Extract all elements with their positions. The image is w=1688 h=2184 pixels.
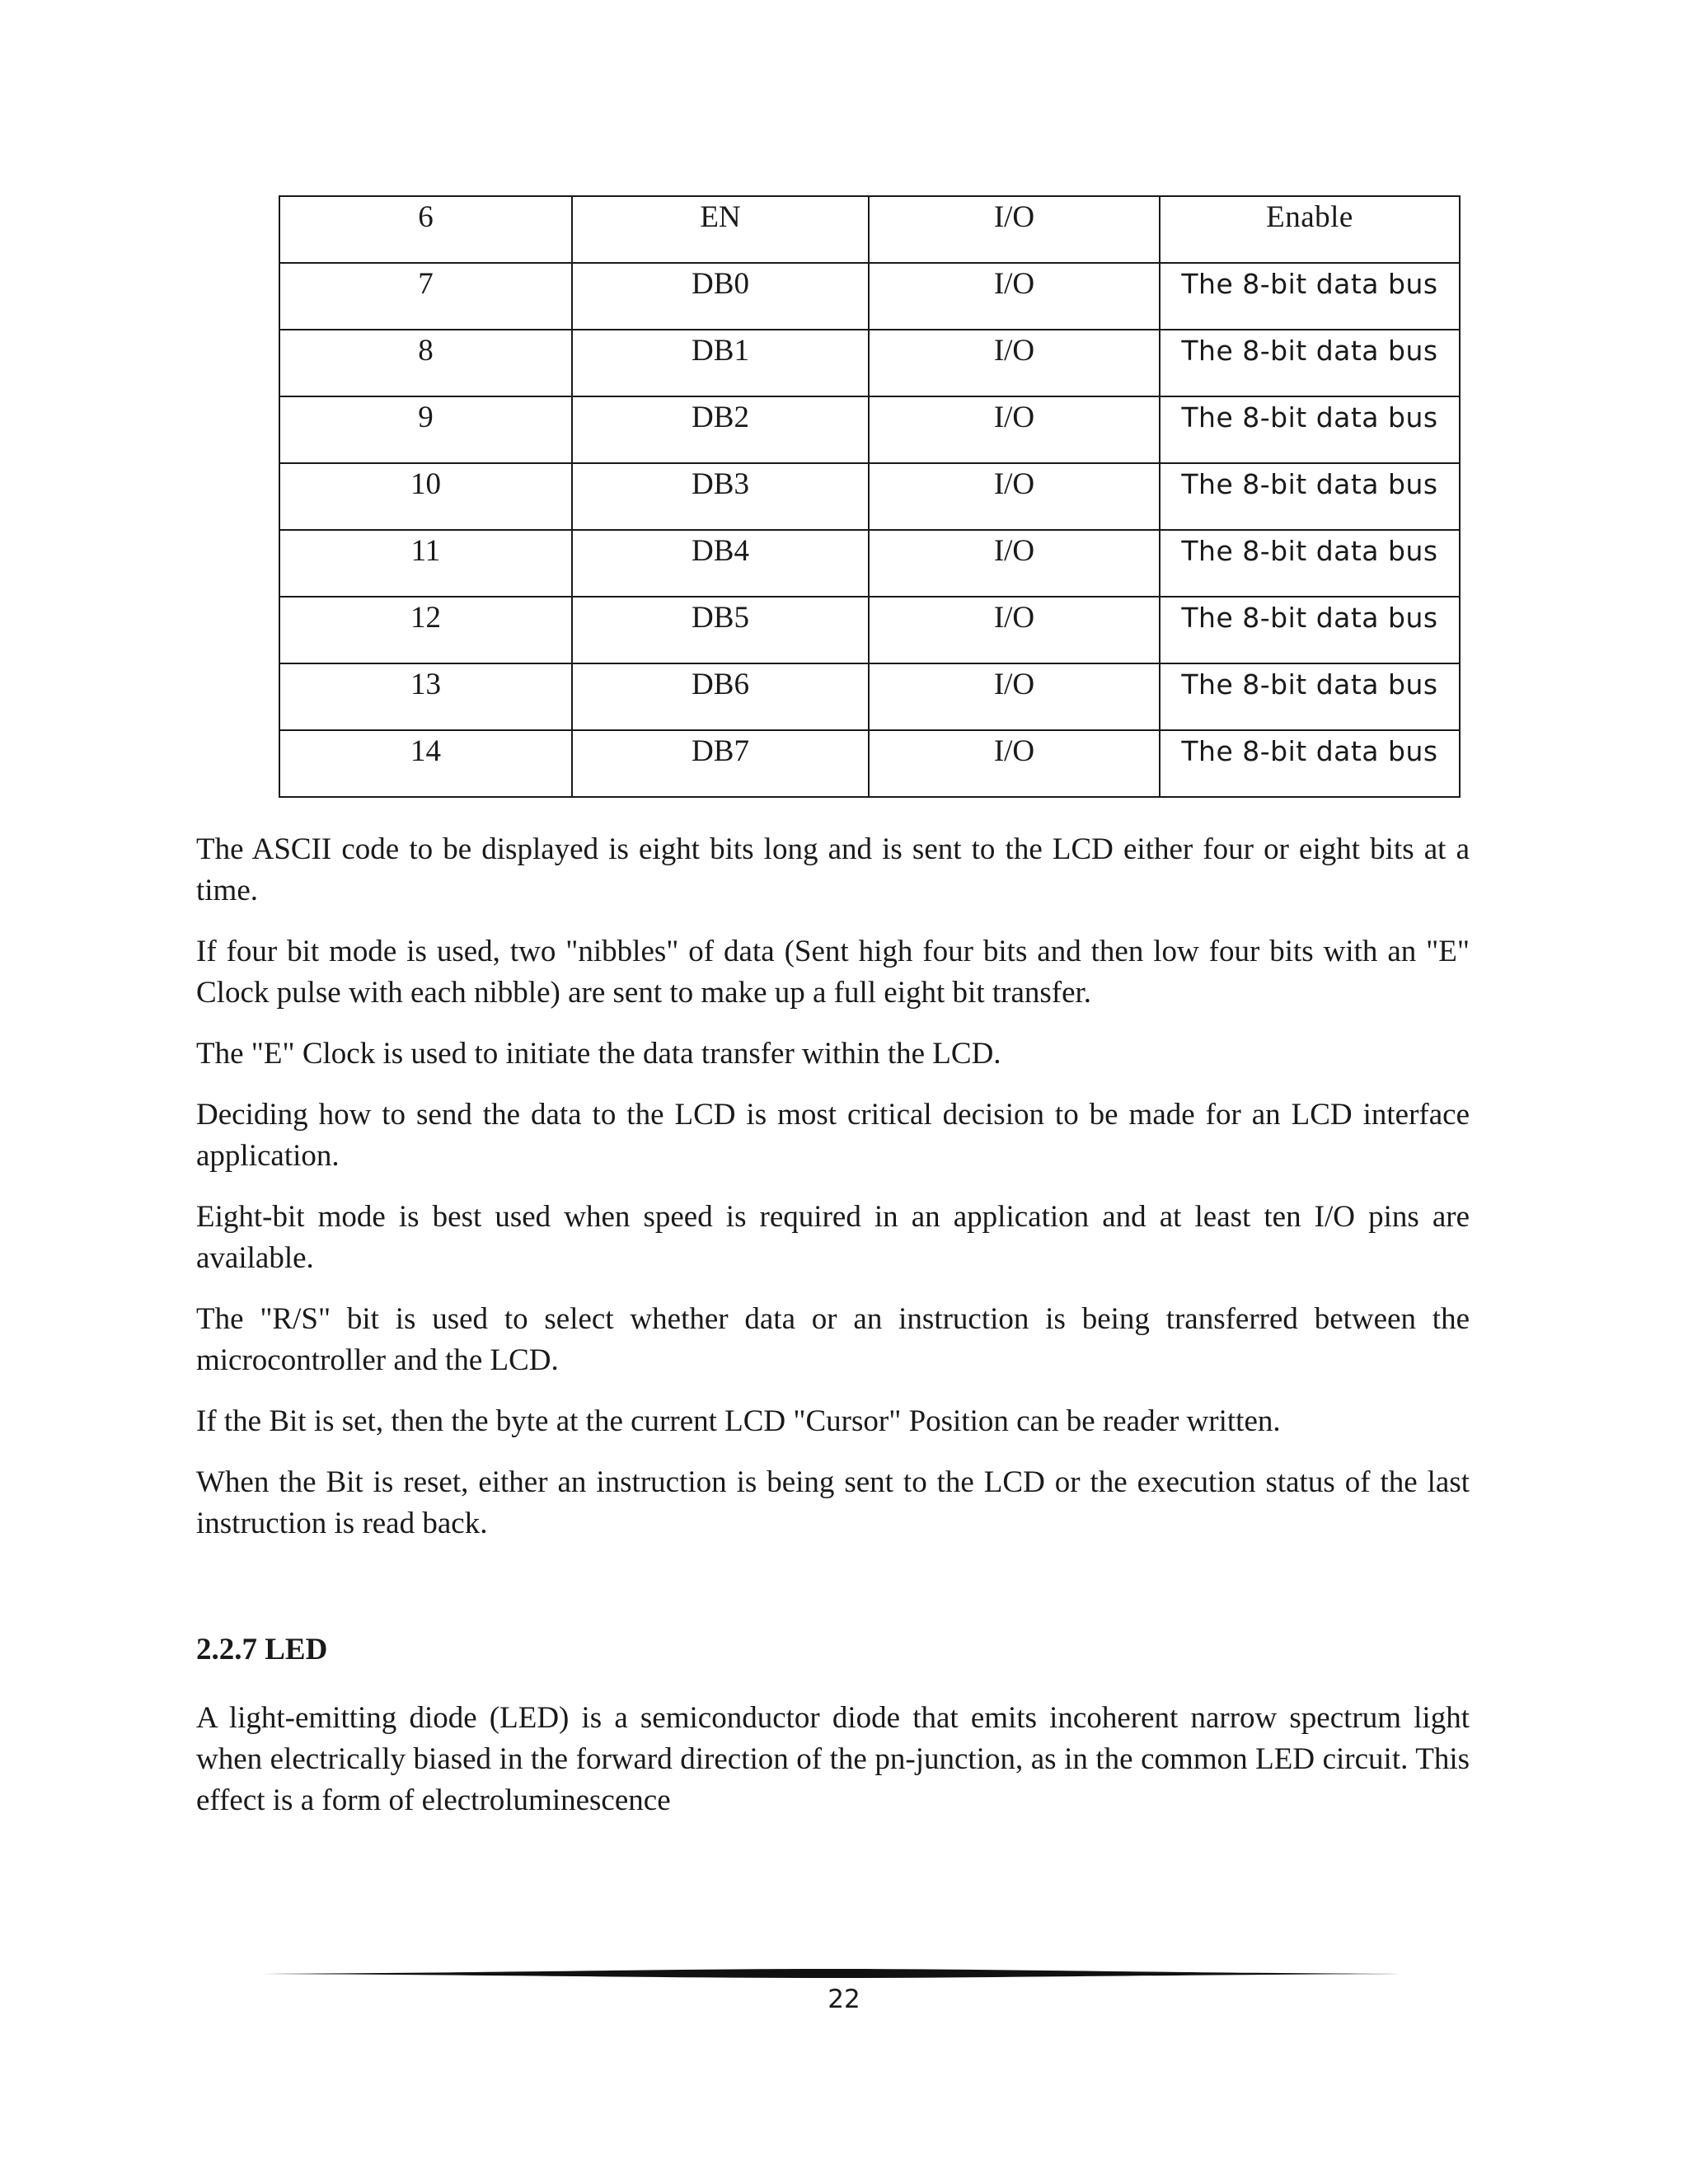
pin-number-cell: 11: [279, 530, 572, 597]
pin-function-cell: The 8-bit data bus: [1160, 396, 1460, 463]
pin-io-cell: I/O: [869, 663, 1160, 730]
page-number: 22: [828, 1985, 860, 2014]
paragraph-eight-bit-mode: Eight-bit mode is best used when speed is required in an application and at least ten I/O pins are available.: [196, 1200, 1470, 1275]
paragraph-deciding: Deciding how to send the data to the LCD is most critical decision to be made for an LCD interface application.: [196, 1098, 1470, 1173]
paragraph-bit-reset: When the Bit is reset, either an instruction is being sent to the LCD or the execution status of the last instruction is read back.: [196, 1465, 1470, 1540]
pin-symbol-cell: DB6: [572, 663, 869, 730]
pin-number-cell: 14: [279, 730, 572, 797]
lcd-pin-table: [279, 195, 1461, 798]
pin-io-cell: I/O: [869, 330, 1160, 396]
paragraph-rs-bit: The "R/S" bit is used to select whether data or an instruction is being transferred between the microcontroller and the LCD.: [196, 1302, 1470, 1377]
pin-table-body: [279, 196, 1460, 797]
table-row: [279, 597, 1460, 663]
footer-rule: [244, 1967, 1414, 1980]
table-row: [279, 463, 1460, 530]
pin-number-cell: 7: [279, 263, 572, 330]
pin-function-cell: The 8-bit data bus: [1160, 263, 1460, 330]
pin-io-cell: I/O: [869, 463, 1160, 530]
table-row: [279, 330, 1460, 396]
pin-function-cell: Enable: [1160, 196, 1460, 263]
pin-io-cell: I/O: [869, 730, 1160, 797]
pin-function-cell: The 8-bit data bus: [1160, 597, 1460, 663]
pin-function-cell: The 8-bit data bus: [1160, 663, 1460, 730]
pin-symbol-cell: DB0: [572, 263, 869, 330]
pin-number-cell: 6: [279, 196, 572, 263]
paragraph-bit-set: If the Bit is set, then the byte at the current LCD "Cursor" Position can be reader written.: [196, 1404, 1281, 1438]
table-row: [279, 396, 1460, 463]
section-heading: 2.2.7 LED: [196, 1633, 328, 1666]
pin-number-cell: 10: [279, 463, 572, 530]
pin-symbol-cell: EN: [572, 196, 869, 263]
pin-symbol-cell: DB1: [572, 330, 869, 396]
table-row: [279, 263, 1460, 330]
table-row: [279, 730, 1460, 797]
pin-symbol-cell: DB4: [572, 530, 869, 597]
paragraph-four-bit-mode: If four bit mode is used, two "nibbles" of data (Sent high four bits and then low four bits with an "E" Clock pulse with each nibble) are sent to make up a full eight bit transfer.: [196, 935, 1470, 1010]
paragraph-e-clock: The "E" Clock is used to initiate the data transfer within the LCD.: [196, 1037, 1001, 1071]
pin-function-cell: The 8-bit data bus: [1160, 330, 1460, 396]
paragraph-ascii-code: The ASCII code to be displayed is eight bits long and is sent to the LCD either four or eight bits at a time.: [196, 832, 1470, 907]
table-row: [279, 530, 1460, 597]
pin-number-cell: 9: [279, 396, 572, 463]
table-row: [279, 196, 1460, 263]
table-row: [279, 663, 1460, 730]
pin-io-cell: I/O: [869, 396, 1160, 463]
pin-io-cell: I/O: [869, 196, 1160, 263]
pin-symbol-cell: DB7: [572, 730, 869, 797]
pin-io-cell: I/O: [869, 263, 1160, 330]
pin-number-cell: 8: [279, 330, 572, 396]
pin-symbol-cell: DB3: [572, 463, 869, 530]
pin-function-cell: The 8-bit data bus: [1160, 530, 1460, 597]
pin-number-cell: 13: [279, 663, 572, 730]
pin-symbol-cell: DB5: [572, 597, 869, 663]
lcd-description: [196, 829, 1470, 1564]
pin-function-cell: The 8-bit data bus: [1160, 463, 1460, 530]
pin-io-cell: I/O: [869, 597, 1160, 663]
pin-symbol-cell: DB2: [572, 396, 869, 463]
led-paragraph: A light-emitting diode (LED) is a semiconductor diode that emits incoherent narrow spectrum light when electrically biased in the forward direction of the pn-junction, as in the common LED circuit. This effect is a form of electroluminescence: [196, 1701, 1470, 1817]
pin-number-cell: 12: [279, 597, 572, 663]
pin-function-cell: The 8-bit data bus: [1160, 730, 1460, 797]
pin-io-cell: I/O: [869, 530, 1160, 597]
